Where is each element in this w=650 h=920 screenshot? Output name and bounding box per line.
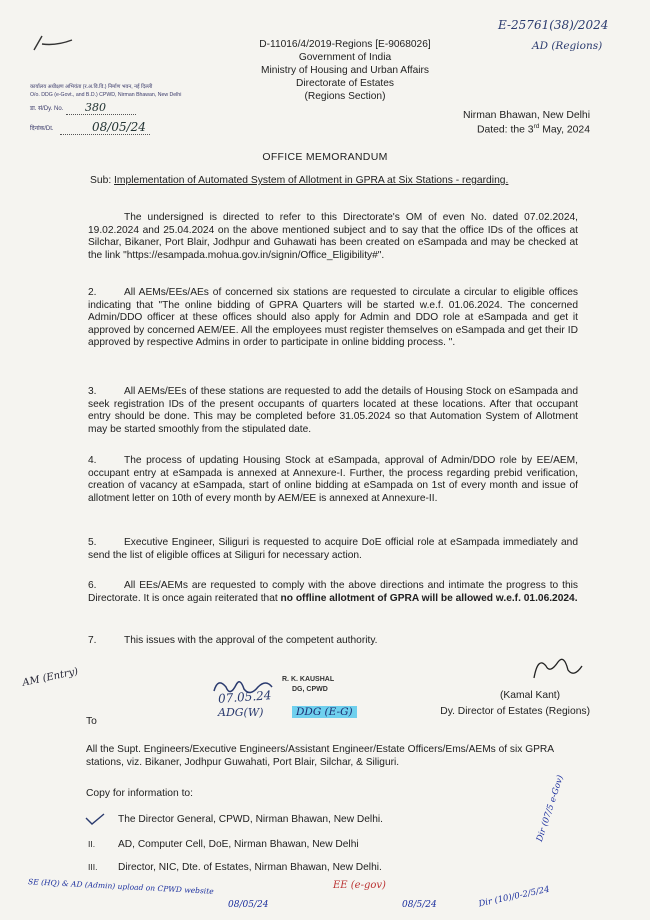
bottom-left-note: SE (HQ) & AD (Admin) upload on CPWD website <box>27 877 214 896</box>
paragraph-2-number: 2. <box>88 287 97 298</box>
copy-item-2-text: AD, Computer Cell, DoE, Nirman Bhawan, New Delhi <box>118 839 359 850</box>
rk-stamp-title: DG, CPWD <box>292 686 328 693</box>
dated-sup: rd <box>533 123 540 130</box>
copy-item-2-roman: II. <box>88 839 96 849</box>
dated-prefix: Dated: the 3 <box>476 124 534 136</box>
paragraph-7-number: 7. <box>88 635 97 646</box>
paragraph-6-bold: no offline allotment of GPRA will be allowed w.e.f. 01.06.2024. <box>280 592 578 604</box>
highlighted-ddg-note: DDG (E-G) <box>292 706 357 718</box>
paragraph-4-number: 4. <box>88 455 97 466</box>
ministry: Ministry of Housing and Urban Affairs <box>261 65 429 76</box>
received-stamp <box>30 82 235 142</box>
addressees: All the Supt. Engineers/Executive Engineers/Assistant Engineer/Estate Officers/Ems/AEMs of six GPRA stations, viz. Bikaner, Jodhpur Guwahati, Port Blair, Silchar, & Siliguri. <box>86 744 554 768</box>
paragraph-1-text: The undersigned is directed to refer to this Directorate's OM of even No. dated 07.02.2024, 19.02.2024 and 25.04.2024 on the above mentioned subject and to say that the office IDs of the offices at Silchar, Bikaner, Port Blair, Jodhpur and Guhawati has been created on eSampada and may be checked at the link "https://esampada.mohua.gov.in/signin/Office_Eligibility#". <box>88 212 578 261</box>
dated <box>430 123 590 135</box>
paragraph-2-text: All AEMs/EEs/AEs of concerned six stations are requested to circulate a circular to eligible offices indicating that "The online bidding of GPRA Quarters will be started w.e.f. 01.06.2024. The concerned Admin/DDO officer at these offices should also apply for Admin and DDO role at eSampada and get it approved by concerned AEM/EE. All the employees must register themselves on eSampada and get their ID approved by respective Admins in order to participate in online bidding process. ". <box>88 287 578 349</box>
memo-title: OFFICE MEMORANDUM <box>262 151 388 163</box>
paragraph-7 <box>88 635 578 648</box>
stamp-line-english: O/o. DDG (e-Govt., and B.D.) CPWD, Nirman Bhawan, New Delhi <box>30 92 182 98</box>
paragraph-5-number: 5. <box>88 537 97 548</box>
paragraph-6-text: All EEs/AEMs are requested to comply with the above directions and intimate the progress to this Directorate. It is once again reiterated that <box>88 580 578 604</box>
section: (Regions Section) <box>304 91 386 102</box>
subject-prefix: Sub: <box>90 175 115 186</box>
bottom-left-date: 08/05/24 <box>228 900 269 910</box>
signatory-name: (Kamal Kant) <box>500 690 561 701</box>
paragraph-4 <box>88 455 578 505</box>
right-note-2: Dir (10)/0-2/5/24 <box>477 884 551 910</box>
bottom-mid-date: 08/5/24 <box>402 900 437 910</box>
stamp-dy-label: डा. सं/Dy. No. <box>30 106 64 112</box>
copy-item-1-text: The Director General, CPWD, Nirman Bhawan, New Delhi. <box>118 814 383 825</box>
rk-stamp-name: R. K. KAUSHAL <box>282 676 335 683</box>
directorate: Directorate of Estates <box>296 78 394 89</box>
dated-suffix: May, 2024 <box>539 124 590 136</box>
right-note-1: Dir (07/5 e-Gov) <box>535 774 566 844</box>
stamp-dy-underline <box>66 114 136 115</box>
stamp-date-label: दिनांक/Dt. <box>30 126 54 132</box>
ee-egov-note: EE (e-gov) <box>333 880 386 891</box>
stamp-dy-value: 380 <box>85 101 106 114</box>
signatory-designation: Dy. Director of Estates (Regions) <box>440 706 590 717</box>
paragraph-4-text: The process of updating Housing Stock at eSampada, approval of Admin/DDO role by EE/AEM, occupant entry at eSampada is annexed at Annexure-I. Further, the process regarding prebid verification, creation of vacancy at eSampada, start of online bidding at eSampada on 1st of every month and issue of allotment letter on 10th of every month by AEM/EE is annexed at Annexure-II. <box>88 455 578 504</box>
file-number: D-11016/4/2019-Regions [E-9068026] <box>259 39 431 50</box>
place: Nirman Bhawan, New Delhi <box>462 110 590 121</box>
stamp-date-value: 08/05/24 <box>92 120 146 134</box>
subject-text: Implementation of Automated System of Allotment in GPRA at Six Stations - regarding. <box>114 175 509 186</box>
paragraph-5-text: Executive Engineer, Siliguri is requested to acquire DoE official role at eSampada immediately and send the list of eligible offices at Siliguri for necessary action. <box>88 537 578 561</box>
copy-item-3-roman: III. <box>88 862 98 872</box>
copy-label: Copy for information to: <box>86 788 194 799</box>
handwritten-file-ref: E-25761(38)/2024 <box>498 18 609 32</box>
handwritten-ad-regions: AD (Regions) <box>532 40 603 52</box>
copy-item-3-text: Director, NIC, Dte. of Estates, Nirman Bhawan, New Delhi. <box>118 862 382 873</box>
paragraph-2 <box>88 287 578 350</box>
paragraph-5 <box>88 537 578 562</box>
paragraph-6 <box>88 580 578 605</box>
stamp-date-underline <box>60 134 150 135</box>
copy-item-3 <box>88 862 508 873</box>
signature-scribble-icon <box>528 652 588 686</box>
government: Government of India <box>298 52 392 63</box>
copy-item-2 <box>88 839 508 850</box>
pen-mark-icon <box>28 32 76 54</box>
paragraph-3-text: All AEMs/EEs of these stations are requested to add the details of Housing Stock on eSampada and seek registration IDs of the present occupants of quarters located at these locations. After that occupant entry should be done. This may be completed before 31.05.2024 so that Automation System of Allotment may be started smoothly from the stipulated date. <box>88 386 578 435</box>
paragraph-1 <box>88 212 578 262</box>
rk-hand-mark: ADG(W) <box>218 706 264 719</box>
to-label: To <box>86 716 97 727</box>
margin-note: AM (Entry) <box>21 666 80 689</box>
paragraph-6-number: 6. <box>88 580 97 591</box>
paragraph-7-text: This issues with the approval of the competent authority. <box>124 635 378 646</box>
copy-item-1 <box>88 814 508 825</box>
subject <box>90 175 590 186</box>
rk-hand-date: 07.05.24 <box>217 688 272 706</box>
stamp-line-hindi: कार्यालय अधीक्षण अभियंता (र.अ.वि.वि.) निर्माण भवन, नई दिल्ली <box>30 84 153 90</box>
paragraph-3 <box>88 386 578 436</box>
paragraph-3-number: 3. <box>88 386 97 397</box>
